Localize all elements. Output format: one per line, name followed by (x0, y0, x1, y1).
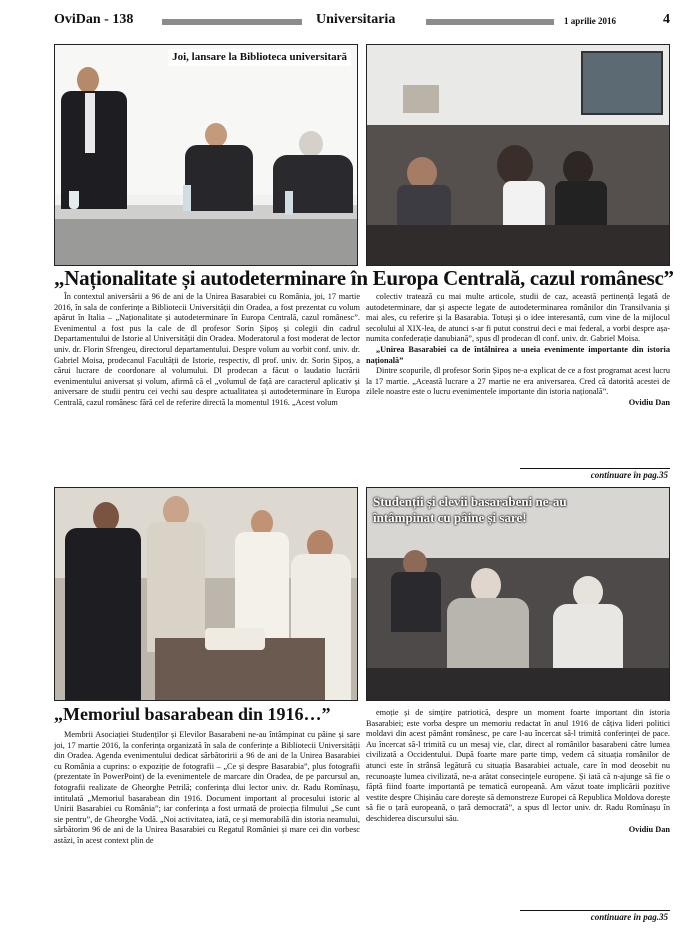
article2-paragraph: emoție și de simțire patriotică, despre un moment foarte important din istoria Basarabiei; este vorba despre un memoriu redactat în anul 1916 de câțiva lideri politici moldavi din acest pământ românesc, pe care l-au încercat să-l trimită conferinței de pace. Au încercat să-l trimită cu un mesaj vie, clar, direct al românilor basarabeni către lumea civilizată a Occidentului. După foarte mare parte timp, vedem că situația românilor de atunci este în strânsă legătură cu situația Basarabiei actuale, care în mod deosebit nu recunoaște lumea civilizată, ne-a arătat consecințele europene. Și iată că n-ajunge să fie o făptă fiind foarte importantă pe tematică europeană. Am văzut toate implicării pozitive vestite despre Chișinău care dorește să demonstreze Europei că Republica Moldova dorește să fie o țară europeană, o țară democrată”, a spus dl lector univ. dr. Radu Romînașu în deschiderea discursului său. (366, 708, 670, 823)
article2-continued: continuare în pag.35 (590, 912, 668, 922)
header-rule-left (162, 19, 302, 25)
article2-headline: „Memoriul basarabean din 1916…” (54, 704, 331, 724)
article1-paragraph: În contextul aniversării a 96 de ani de la Unirea Basarabiei cu România, joi, 17 martie 2016, în sala de conferințe a Bibliotecii Universității din Oradea, a fost prezentat cu volum apărut în Italia – „Naționalitate și autodeterminare în Europa Centrală, cazul românesc”. Evenimentul a fost pus la cale de dl profesor Sorin Șipoș și colegii din cadrul Departamentului de Istorie al Universității din Oradea. Moderatorul a fost moderat de lector univ. dr. Florin Sfrengeu, directorul departamentului. Despre volum au vorbit conf. univ. dr. Gabriel Moisa, prodecanul Facultății de Istorie, respectiv, dl prof. univ. dr. Sorin Șipoș, a cărui lucrare de coordonare al volumului. Dl prodecan a făcut o laudatio lucrării evenimentului aniversat și volum, afirmă că el „volumul de față are caracterul aplicativ și aniversare de studii pentru cei vechi sau despre actualitatea și autodeterminare în Europa Centrală, cazul românesc fără cel de referire directă la momentul 1916. „Acest volum (54, 292, 360, 407)
photo-audience (366, 44, 670, 266)
article1-headline: „Naționalitate și autodeterminare în Europa Centrală, cazul românesc” (54, 266, 674, 290)
photo4-caption: Studenții și elevii basarabeni ne-au întâmpinat cu pâine și sare! (373, 494, 567, 525)
issue-date: 1 aprilie 2016 (564, 16, 616, 26)
article1-column-left (54, 292, 360, 409)
article2-column-left (54, 730, 360, 847)
article1-column-right (366, 292, 670, 409)
article1-paragraph: colectiv tratează cu mai multe articole, studii de caz, această pertinență legată de autodeterminare, dar și aspecte legate de autodeterminarea românilor din Transilvania și mai ales, cu referire și la Basarabia. Totuși și o idee interesantă, cum vine de la mijlocul secolului al XIX-lea, de atunci s-ar fi putut construi deci e mai federal, a vorbi despre așa-numita confederație danubiană”, spus dl prodecan dl conf. univ. dr. Gabriel Moisa. (366, 292, 670, 344)
page-number: 4 (663, 12, 670, 27)
photo-audience-seated (366, 487, 670, 701)
article2-author: Ovidiu Dan (628, 824, 670, 834)
article2-end-rule (520, 910, 670, 911)
page-header (54, 10, 670, 30)
publication-title: Universitaria (316, 12, 396, 27)
article1-subheading: „Unirea Basarabiei ca de întâlnirea a uneia evenimente importante din istoria națională” (366, 344, 670, 365)
article1-paragraph: Dintre scopurile, dl profesor Sorin Șipoș ne-a explicat de ce a fost programat acest lucru la 17 martie. „Această lucrare a 27 martie ne era aniversarea. Cred că datorită acestei de zilele noastre este o lucru evenimentele importante din istoria națională”. (366, 366, 670, 397)
article1-continued: continuare în pag.35 (590, 470, 668, 480)
issue-label: OviDan - 138 (54, 12, 134, 27)
photo1-caption: Joi, lansare la Biblioteca universitară (168, 49, 351, 66)
photo-speakers-table (54, 44, 358, 266)
article1-end-rule (520, 468, 670, 469)
header-rule-right (426, 19, 554, 25)
photo-bread-and-salt (54, 487, 358, 701)
article2-column-right (366, 708, 670, 835)
article2-paragraph: Membrii Asociației Studenților și Elevilor Basarabeni ne-au întâmpinat cu pâine și sare joi, 17 martie 2016, la conferința organizată în sala de conferințe a Bibliotecii Universității din Oradea. Agenda evenimentului dedicat sărbătoririi a 96 de ani de la Unirea Basarabiei cu România a cuprins: o expoziție de fotografii – „Ce și despre Basarabia”, plus fotografii (prezentate în PowerPoint) de la evenimentele de marcare din Oradea, de pe parcursul an, fotografii realizate de Gheorghe Petrilă; conferința dlui lector univ. dr. Radu Romînașu, intitulată „Memoriul basarabean din 1916. Document important al procesului istoric al Unirii Basarabiei cu România”; iar conferința a fost urmată de proiecția filmului „Se cunt sie pentru”, de Gheorghe Vodă. „Noi activitatea, iată, ce și memorabilă din istoria neamului, sărbătorim 96 de ani de la Unirea Basarabiei cu Regatul României și mare cei din vorbesc astăzi, în acest context plin de (54, 730, 360, 845)
article1-author: Ovidiu Dan (628, 397, 670, 407)
